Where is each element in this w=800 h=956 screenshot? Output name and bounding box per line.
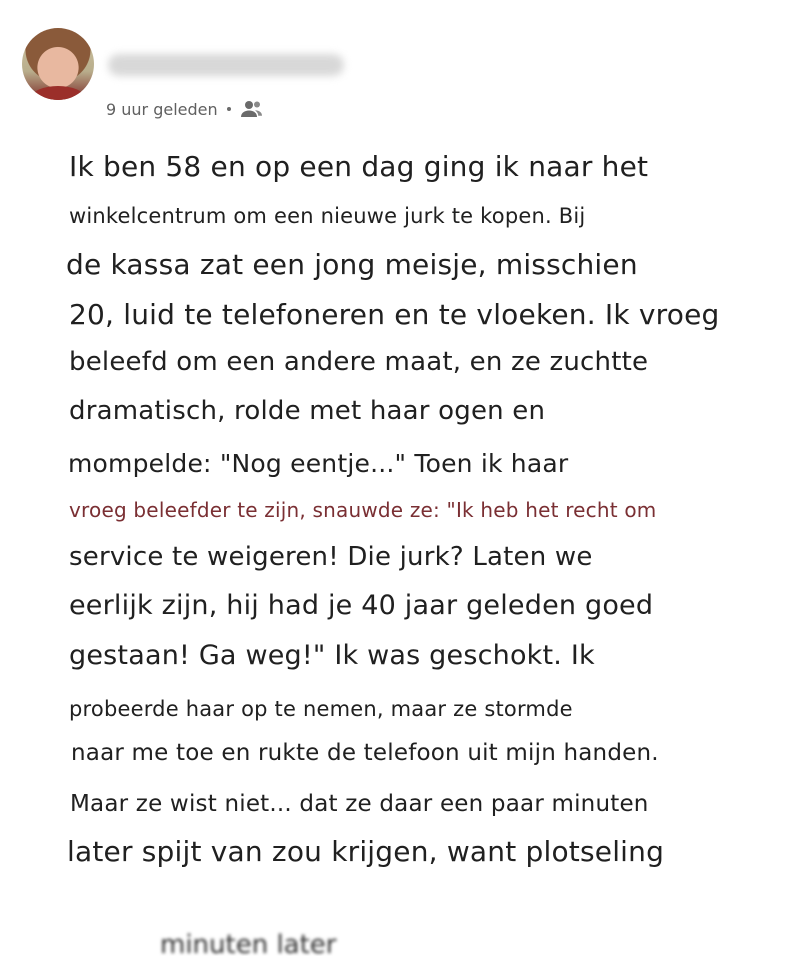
post-text-line: later spijt van zou krijgen, want plotseling [67,835,665,868]
cut-off-text-line [70,930,720,956]
post-text-line: Maar ze wist niet... dat ze daar een paar minuten [70,791,649,817]
post-text-line: Ik ben 58 en op een dag ging ik naar het [69,150,649,183]
post-text-line: service te weigeren! Die jurk? Laten we [69,542,593,572]
avatar-shirt [32,86,84,100]
post-text-line: probeerde haar op te nemen, maar ze stormde [69,697,573,721]
post-text-line: gestaan! Ga weg!" Ik was geschokt. Ik [69,640,595,671]
cut-off-text: minuten later [160,930,337,956]
post-text-line: 20, luid te telefoneren en te vloeken. Ik vroeg [69,298,720,331]
post-text-line: winkelcentrum om een nieuwe jurk te kopen. Bij [69,204,586,228]
post-text-line: de kassa zat een jong meisje, misschien [66,248,638,281]
post-text-line: mompelde: "Nog eentje..." Toen ik haar [68,449,569,478]
author-name-blurred[interactable] [108,54,344,76]
post-text-line-highlighted: vroeg beleefder te zijn, snauwde ze: "Ik heb het recht om [69,498,657,522]
post-text-line: eerlijk zijn, hij had je 40 jaar geleden goed [69,590,654,621]
author-avatar[interactable] [22,28,94,100]
post-text-line: dramatisch, rolde met haar ogen en [69,396,546,426]
meta-separator-dot [227,107,231,111]
post-timestamp[interactable]: 9 uur geleden [106,99,218,119]
post-text-line: naar me toe en rukte de telefoon uit mijn handen. [71,740,659,766]
friends-icon[interactable] [240,98,264,120]
post-text-line: beleefd om een andere maat, en ze zuchtte [69,347,649,377]
post-meta [106,98,264,120]
